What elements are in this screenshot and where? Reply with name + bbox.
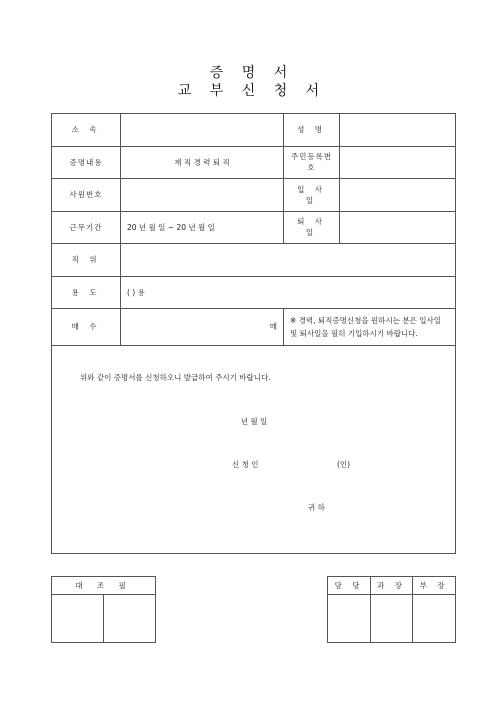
purpose-value[interactable]: ( ) 용 xyxy=(121,276,456,309)
affiliation-field[interactable] xyxy=(121,114,284,147)
employee-no-label: 사원번호 xyxy=(52,179,121,212)
director-stamp[interactable] xyxy=(413,595,456,643)
form-title: 증 명 서 xyxy=(209,65,295,81)
chief-label: 과 장 xyxy=(371,577,413,595)
application-table xyxy=(51,113,456,554)
declaration-statement: 위와 같이 증명서를 신청하오니 발급하여 주시기 바랍니다. xyxy=(80,372,271,382)
name-field[interactable] xyxy=(340,114,456,147)
row-purpose xyxy=(52,276,456,309)
retire-date-label: 퇴 사 일 xyxy=(284,211,340,244)
verify-stamp-2[interactable] xyxy=(104,595,156,643)
applicant-label: 신 청 인 xyxy=(232,459,259,469)
service-period-label: 근무기간 xyxy=(52,211,121,244)
copies-unit: 매 xyxy=(269,322,277,332)
row-employee xyxy=(52,179,456,212)
retire-date-field[interactable] xyxy=(340,211,456,244)
row-cert-content xyxy=(52,146,456,179)
row-declaration xyxy=(52,345,456,553)
cert-content-value[interactable]: 재 직 경 력 퇴 직 xyxy=(121,146,284,179)
copies-label: 매 수 xyxy=(52,309,121,346)
name-label: 성 명 xyxy=(284,114,340,147)
service-period-value[interactable]: 20 년 월 일 ~ 20 년 월 일 xyxy=(121,211,284,244)
verify-stamp-1[interactable] xyxy=(52,595,104,643)
position-field[interactable] xyxy=(121,244,456,277)
position-label: 직 위 xyxy=(52,244,121,277)
staff-label: 담 당 xyxy=(328,577,371,595)
hire-date-field[interactable] xyxy=(340,179,456,212)
resident-id-field[interactable] xyxy=(340,146,456,179)
resident-id-label: 주민등록번호 xyxy=(284,146,340,179)
row-affiliation xyxy=(52,114,456,147)
row-copies xyxy=(52,309,456,346)
approval-box xyxy=(327,576,456,643)
director-label: 부 장 xyxy=(413,577,456,595)
copies-field[interactable] xyxy=(121,309,284,346)
addressee: 귀 하 xyxy=(308,502,325,512)
chief-stamp[interactable] xyxy=(371,595,413,643)
cert-content-label: 증명내용 xyxy=(52,146,121,179)
employee-no-field[interactable] xyxy=(121,179,284,212)
declaration-cell xyxy=(52,345,456,553)
row-position xyxy=(52,244,456,277)
purpose-label: 용 도 xyxy=(52,276,121,309)
staff-stamp[interactable] xyxy=(328,595,371,643)
hire-date-label: 입 사 일 xyxy=(284,179,340,212)
verify-label: 대 조 필 xyxy=(52,577,156,595)
affiliation-label: 소 속 xyxy=(52,114,121,147)
declaration-date: 년 월 일 xyxy=(240,416,268,426)
applicant-seal: (인) xyxy=(337,459,351,469)
verify-box xyxy=(51,576,156,643)
form-subtitle: 교 부 신 청 서 xyxy=(177,83,327,99)
copies-note: ※ 경력, 퇴직증명신청을 원하시는 분은 입사일 및 퇴사일을 필히 기입하시기 바랍니다. xyxy=(284,309,456,346)
row-service xyxy=(52,211,456,244)
